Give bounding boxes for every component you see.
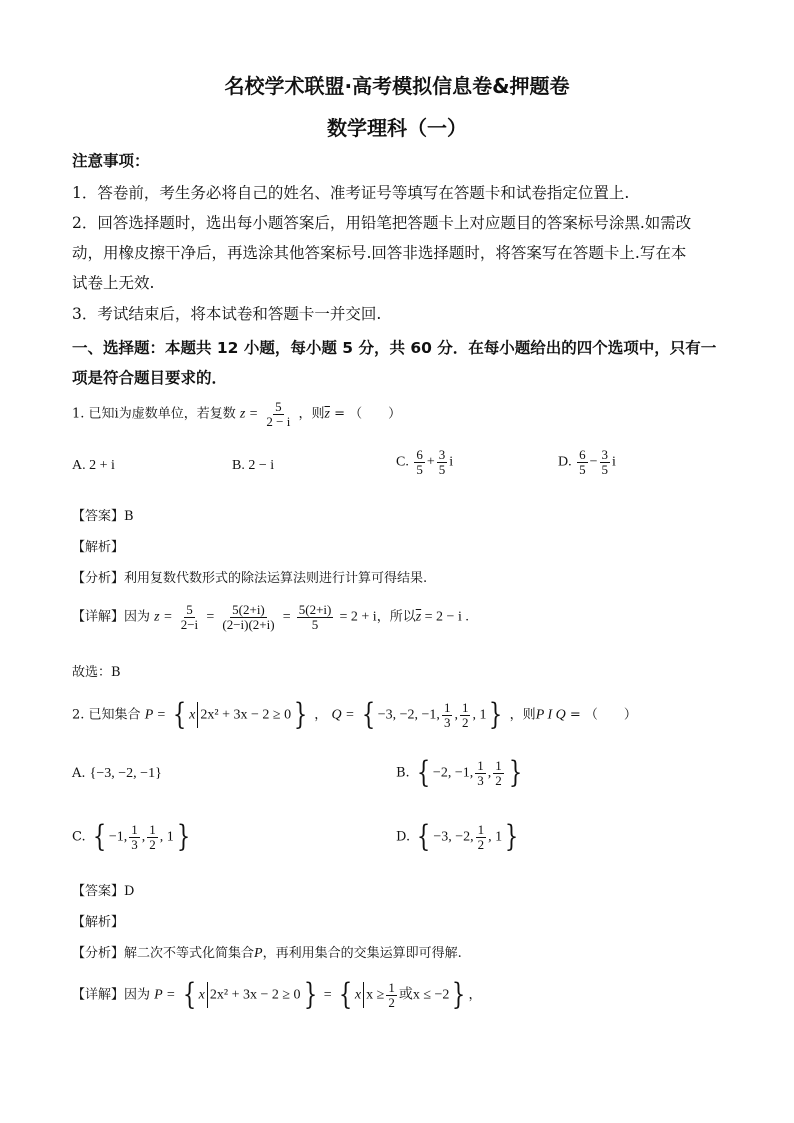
notice-item-1: 1．答卷前，考生务必将自己的姓名、准考证号等填写在答题卡和试卷指定位置上. <box>72 184 630 202</box>
page-title: 名校学术联盟·高考模拟信息卷&押题卷 <box>224 74 570 98</box>
q2-analysis-label: 【解析】 <box>72 915 125 930</box>
q1-conclusion: 故选：B <box>72 665 121 680</box>
q1-option-c: C. $\frac{6}{5}$ + $\frac{3}{5}$ i <box>396 447 454 477</box>
section-heading-line2: 项是符合题目要求的． <box>72 369 228 387</box>
q1-fenxi: 【分析】利用复数代数形式的除法运算法则进行计算可得结果. <box>72 571 428 586</box>
q1-analysis-label: 【解析】 <box>72 540 125 555</box>
q1-option-a: A. 2 + i <box>72 458 115 473</box>
section-heading-line1: 一、选择题：本题共 12 小题，每小题 5 分，共 60 分．在每小题给出的四个选项中，只有一 <box>72 339 717 357</box>
q2-detail: 【详解】因为 P = { x 2x² + 3x − 2 ≥ 0} = { x x ≥ $\frac{1}{2}$ 或x ≤ −2} ， <box>72 977 482 1012</box>
notice-item-2-line1: 2．回答选择题时，选出每小题答案后，用铅笔把答题卡上对应题目的答案标号涂黑.如需改 <box>72 214 692 232</box>
q2-option-b: B. { −2, −1, $\frac{1}{3}$ , $\frac{1}{2}$ } <box>396 755 522 790</box>
q1-z-equals: z = <box>239 406 259 422</box>
q1-stem-then: ，则 <box>298 406 325 422</box>
q1-option-b: B. 2 − i <box>232 458 275 473</box>
q1-answer: 【答案】B <box>72 509 134 524</box>
notice-item-2-line2: 动，用橡皮擦干净后，再选涂其他答案标号.回答非选择题时，将答案写在答题卡上.写在本 <box>72 244 687 262</box>
notice-heading: 注意事项： <box>72 152 150 170</box>
q1-stem-text: 1. 已知i为虚数单位，若复数 <box>72 406 236 422</box>
q2-answer: 【答案】D <box>72 884 135 899</box>
q2-stem: 2. 已知集合 P = { x 2x² + 3x − 2 ≥ 0} ， Q = { −3, −2, −1, $\frac{1}{3}$ , $\frac{1}{2}$ , 1} ，则P I Q = （ ） <box>72 697 637 732</box>
q1-zbar: $\overline{z}$ <box>324 406 330 422</box>
q2-fenxi: 【分析】解二次不等式化简集合P，再利用集合的交集运算即可得解. <box>72 946 462 961</box>
notice-item-2-line3: 试卷上无效. <box>72 274 155 292</box>
q1-fraction: $\frac{5}{2 - i}$ <box>266 399 291 429</box>
q1-stem <box>72 400 401 428</box>
q2-option-c: C. { −1, $\frac{1}{3}$ , $\frac{1}{2}$ , 1} <box>72 819 190 854</box>
q1-stem-blank: = （ ） <box>329 406 402 422</box>
q1-detail: 【详解】因为 z = $\frac{5}{2-i}$ = $\frac{5(2+i)}{(2-i)(2+i)}$ = $\frac{5(2+i)}{5}$ = 2 + i，所以$\overline{z} = 2 - i$ . <box>72 602 469 632</box>
q2-option-a: A. {−3, −2, −1} <box>72 766 162 781</box>
q2-option-d: D. { −3, −2, $\frac{1}{2}$ , 1} <box>396 819 519 854</box>
page-subtitle: 数学理科（一） <box>327 116 467 140</box>
q1-option-d: D. $\frac{6}{5}$ − $\frac{3}{5}$ i <box>558 447 616 477</box>
notice-item-3: 3．考试结束后，将本试卷和答题卡一并交回. <box>72 305 382 323</box>
